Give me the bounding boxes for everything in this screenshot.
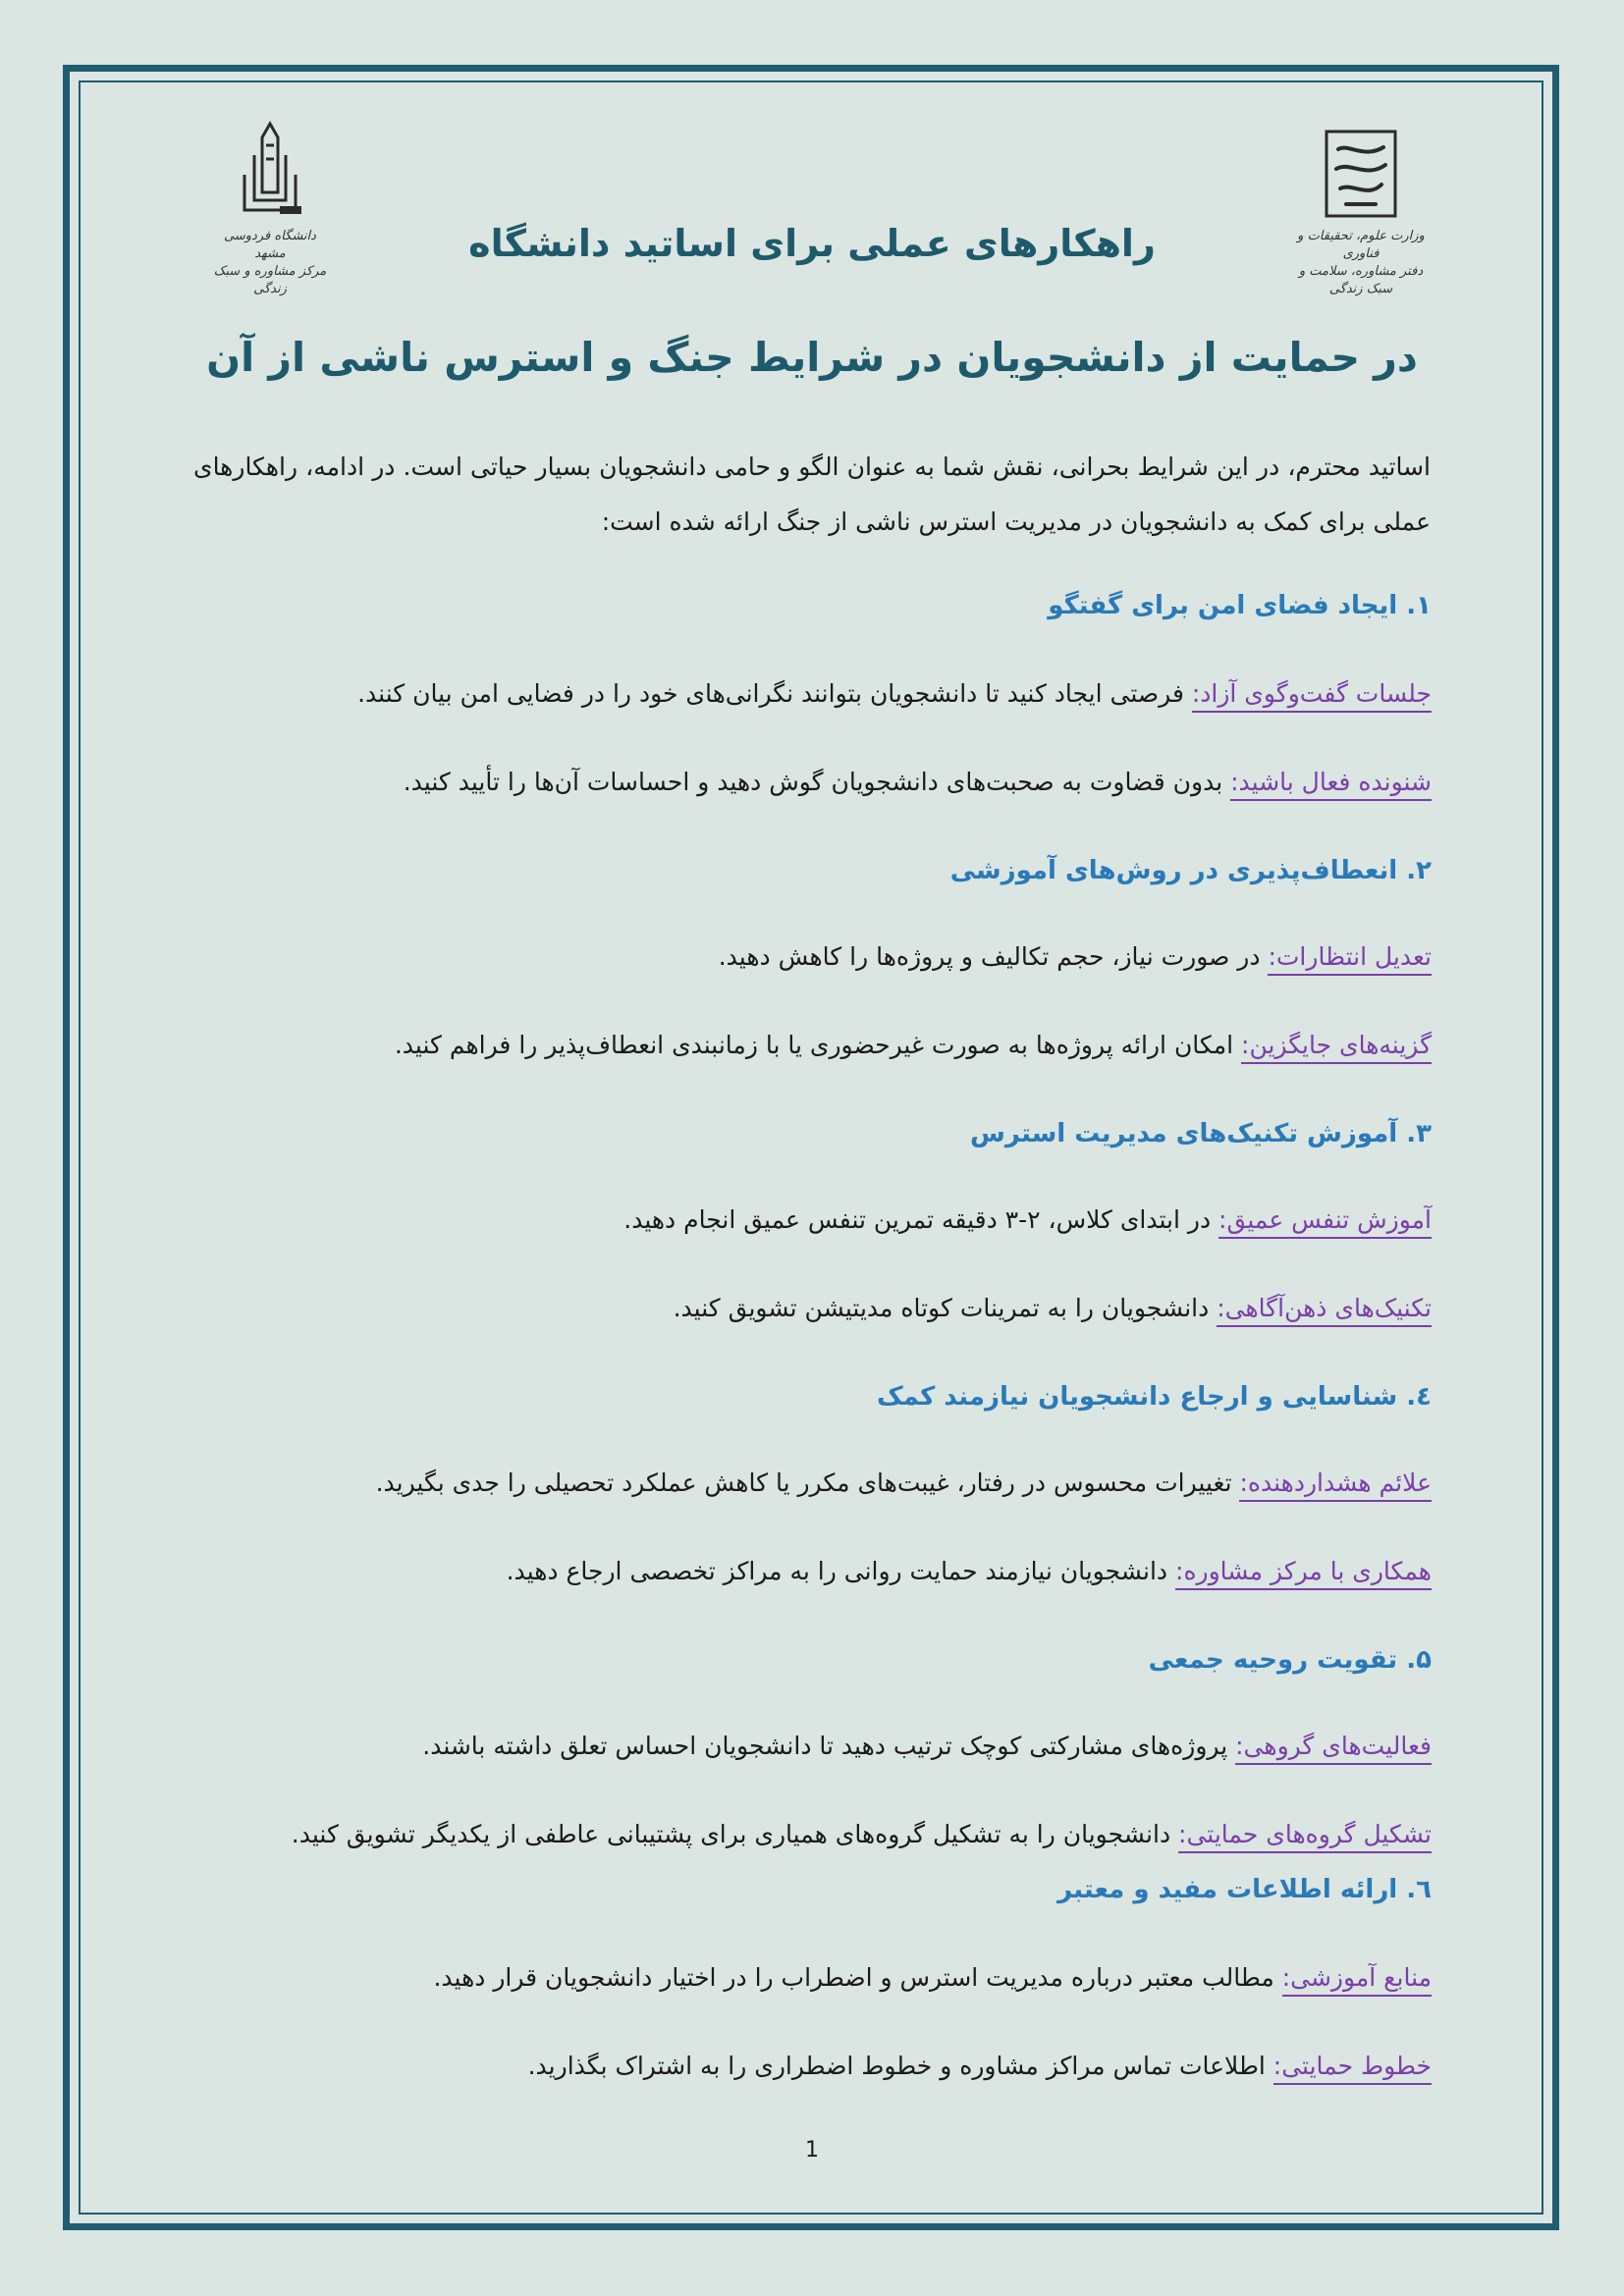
item-text: فرصتی ایجاد کنید تا دانشجویان بتوانند نگرانی‌های خود را در فضایی امن بیان کنند. <box>357 679 1192 708</box>
section-heading-3: ۳. آموزش تکنیک‌های مدیریت استرس <box>970 1119 1432 1148</box>
item-text: دانشجویان نیازمند حمایت روانی را به مراکز تخصصی ارجاع دهید. <box>506 1557 1176 1585</box>
item-text: دانشجویان را به تمرینات کوتاه مدیتیشن تشویق کنید. <box>673 1294 1218 1322</box>
list-item <box>719 942 1432 971</box>
item-text: مطالب معتبر درباره مدیریت استرس و اضطراب را در اختیار دانشجویان قرار دهید. <box>433 1963 1282 1992</box>
list-item <box>376 1468 1432 1497</box>
item-text: تغییرات محسوس در رفتار، غیبت‌های مکرر یا کاهش عملکرد تحصیلی را جدی بگیرید. <box>375 1468 1240 1497</box>
list-item <box>433 1963 1432 1992</box>
item-text: دانشجویان را به تشکیل گروه‌های همیاری برای پشتیبانی عاطفی از یکدیگر تشویق کنید. <box>291 1820 1179 1848</box>
item-text: امکان ارائه پروژه‌ها به صورت غیرحضوری یا با زمانبندی انعطاف‌پذیر را فراهم کنید. <box>394 1031 1242 1059</box>
item-text: اطلاعات تماس مراکز مشاوره و خطوط اضطراری را به اشتراک بگذارید. <box>527 2052 1273 2080</box>
list-item <box>674 1294 1432 1322</box>
university-logo-caption: دانشگاه فردوسی مشهد مرکز مشاوره و سبک زندگی <box>213 229 327 296</box>
list-item <box>395 1031 1432 1059</box>
section-heading-6: ٦. ارائه اطلاعات مفید و معتبر <box>1057 1875 1432 1904</box>
list-item <box>528 2052 1432 2080</box>
list-item <box>422 1732 1432 1760</box>
list-item <box>292 1820 1432 1848</box>
item-label: تشکیل گروه‌های حمایتی: <box>1178 1820 1432 1853</box>
page-subtitle: در حمایت از دانشجویان در شرایط جنگ و استرس ناشی از آن <box>206 334 1418 381</box>
intro-paragraph: اساتید محترم، در این شرایط بحرانی، نقش شما به عنوان الگو و حامی دانشجویان بسیار حیاتی است. در ادامه، راهکارهای عملی برای کمک به دانشجویان در مدیریت استرس ناشی از جنگ ارائه شده است: <box>193 453 1431 536</box>
item-label: آموزش تنفس عمیق: <box>1218 1205 1432 1239</box>
list-item <box>623 1205 1432 1234</box>
item-label: فعالیت‌های گروهی: <box>1235 1732 1432 1765</box>
item-label: گزینه‌های جایگزین: <box>1241 1031 1432 1064</box>
item-label: جلسات گفت‌وگوی آزاد: <box>1192 679 1432 713</box>
item-text: بدون قضاوت به صحبت‌های دانشجویان گوش دهید و احساسات آن‌ها را تأیید کنید. <box>403 768 1231 796</box>
item-label: خطوط حمایتی: <box>1273 2052 1432 2085</box>
page-number: 1 <box>805 2138 819 2163</box>
list-item <box>507 1557 1432 1585</box>
ministry-emblem-icon <box>1307 126 1415 224</box>
item-label: همکاری با مرکز مشاوره: <box>1175 1557 1432 1590</box>
item-text: پروژه‌های مشارکتی کوچک ترتیب دهید تا دانشجویان احساس تعلق داشته باشند. <box>422 1732 1236 1760</box>
section-heading-2: ۲. انعطاف‌پذیری در روش‌های آموزشی <box>949 856 1432 885</box>
ministry-logo-caption: وزارت علوم، تحقیقات و فناوری دفتر مشاوره، سلامت و سبک زندگی <box>1297 229 1425 296</box>
university-emblem-icon <box>211 116 329 224</box>
item-label: تعدیل انتظارات: <box>1268 942 1432 976</box>
page-title: راهکارهای عملی برای اساتید دانشگاه <box>468 222 1156 265</box>
list-item <box>404 768 1432 796</box>
section-heading-5: ۵. تقویت روحیه جمعی <box>1148 1645 1432 1675</box>
item-text: در ابتدای کلاس، ۲-۳ دقیقه تمرین تنفس عمیق انجام دهید. <box>623 1205 1219 1234</box>
section-heading-4: ٤. شناسایی و ارجاع دانشجویان نیازمند کمک <box>877 1382 1432 1412</box>
section-heading-1: ۱. ایجاد فضای امن برای گفتگو <box>1048 591 1432 620</box>
item-label: علائم هشداردهنده: <box>1239 1468 1432 1502</box>
item-text: در صورت نیاز، حجم تکالیف و پروژه‌ها را کاهش دهید. <box>718 942 1269 971</box>
item-label: منابع آموزشی: <box>1282 1963 1432 1997</box>
item-label: شنونده فعال باشید: <box>1230 768 1432 801</box>
item-label: تکنیک‌های ذهن‌آگاهی: <box>1217 1294 1432 1327</box>
list-item <box>357 679 1432 708</box>
